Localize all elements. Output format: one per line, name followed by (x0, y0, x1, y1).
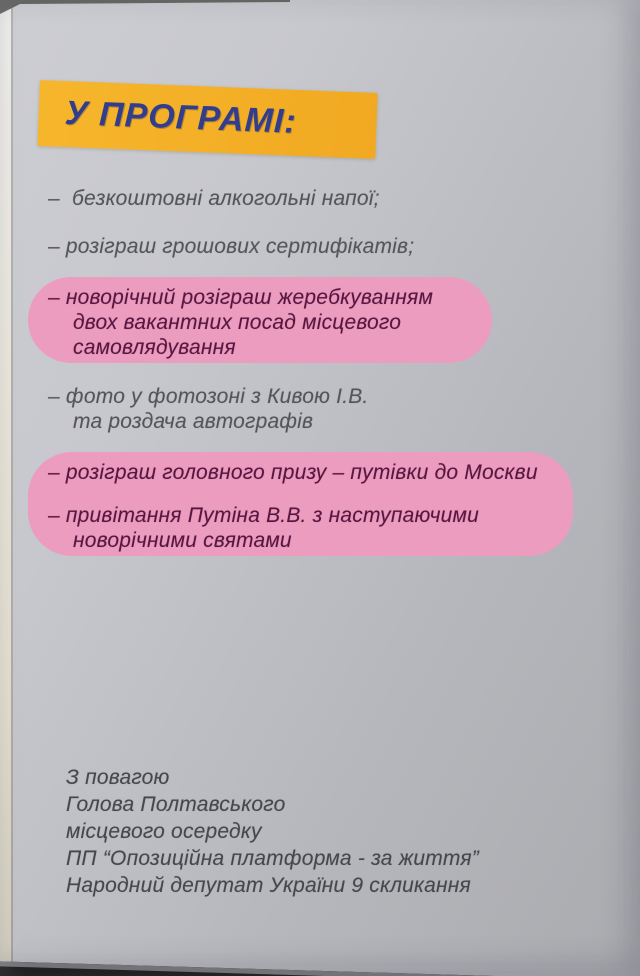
program-line: новорічними святами (73, 529, 292, 552)
signature-block (66, 764, 479, 899)
signature-line: З повагою (66, 766, 170, 789)
program-block (28, 234, 414, 259)
signature-line: ПП “Опозиційна платформа - за життя” (66, 847, 479, 870)
program-line: – фото у фотозоні з Кивою І.В. (48, 385, 369, 408)
program-line: – новорічний розіграш жеребкуванням (48, 286, 434, 309)
program-item (48, 460, 553, 485)
program-item (48, 234, 414, 259)
program-block (28, 186, 380, 211)
program-item (48, 384, 368, 434)
program-line: – розіграш головного призу – путівки до Москви (48, 461, 538, 484)
program-block (28, 384, 368, 434)
program-item (48, 186, 380, 211)
program-header-title: У ПРОГРАМІ: (64, 93, 298, 141)
program-line: – привітання Путіна В.В. з наступаючими (48, 504, 479, 527)
program-line: – безкоштовні алкогольні напої; (48, 187, 380, 210)
program-line: – розіграш грошових сертифікатів; (48, 235, 415, 258)
signature-line: Голова Полтавського (66, 793, 286, 816)
program-line: та роздача автографів (73, 410, 314, 433)
program-item (48, 503, 553, 553)
highlighted-program-block (28, 277, 492, 363)
program-line: самовлядування (73, 336, 236, 359)
signature-line: Народний депутат України 9 скликання (66, 874, 471, 897)
program-line: двох вакантних посад місцевого (73, 311, 402, 334)
signature-line: місцевого осередку (66, 820, 262, 843)
program-item (48, 285, 472, 360)
highlighted-program-block (28, 452, 573, 556)
